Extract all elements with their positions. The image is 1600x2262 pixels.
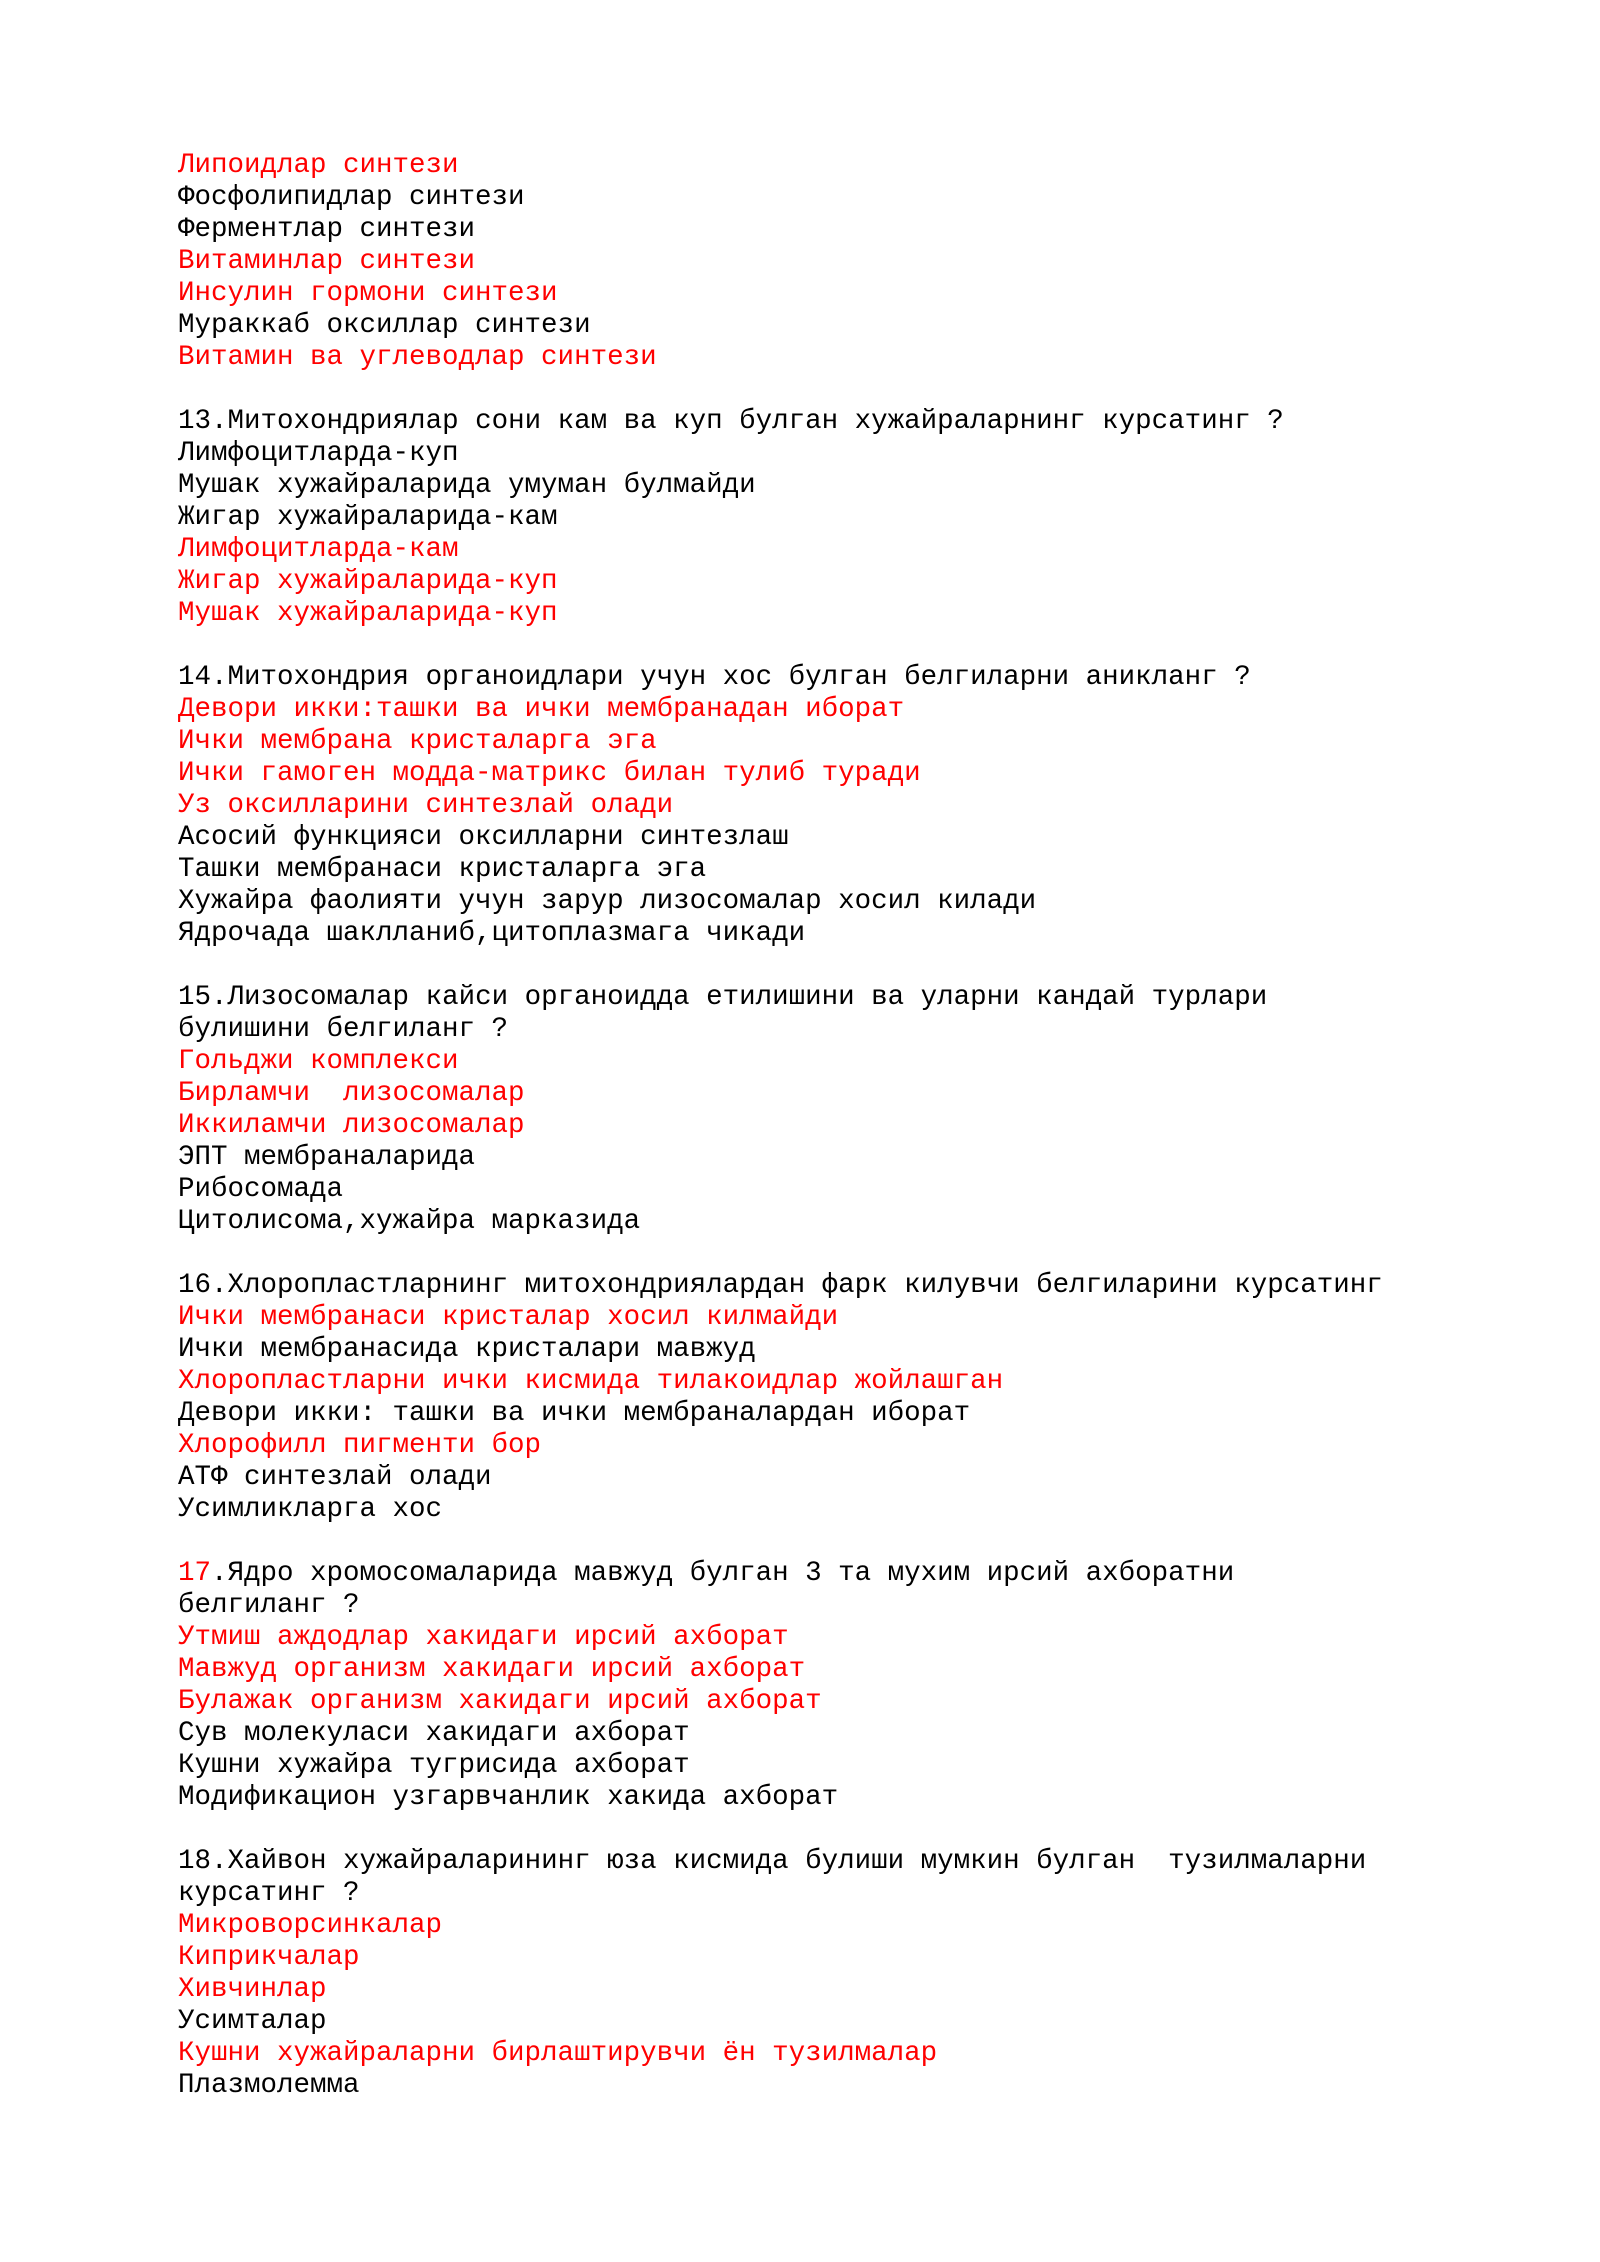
answer-option: Ички мембранасида кристалари мавжуд — [178, 1334, 756, 1365]
answer-option: Инсулин гормони синтези — [178, 278, 558, 309]
question-number-dot: . — [211, 662, 228, 693]
answer-option: Хлоропластларни ички кисмида тилакоидлар жойлашган — [178, 1366, 1004, 1397]
question-text — [178, 1270, 1478, 1302]
question-text-span: Хлоропластларнинг митохондриялардан фарк килувчи белгиларини курсатинг — [227, 1270, 1383, 1301]
answer-option: Плазмолемма — [178, 2070, 360, 2101]
answer-option: Кушни хужайра тугрисида ахборат — [178, 1750, 690, 1781]
answer-option: Иккиламчи лизосомалар — [178, 1110, 525, 1141]
question-number: 17 — [178, 1558, 212, 1589]
document-page — [178, 150, 1478, 2102]
answer-option: ЭПТ мембраналарида — [178, 1142, 476, 1173]
answer-option: Ферментлар синтези — [178, 214, 476, 245]
question-block — [178, 1558, 1478, 1814]
question-number: 16 — [178, 1270, 212, 1301]
answer-option: Девори икки:ташки ва ички мембранадан иборат — [178, 694, 905, 725]
answer-option: Жигар хужайраларида-куп — [178, 566, 558, 597]
question-number: 14 — [178, 662, 212, 693]
answer-option: Модификацион узгарвчанлик хакида ахборат — [178, 1782, 839, 1813]
question-text — [178, 406, 1478, 438]
question-text-span: курсатинг ? — [178, 1878, 360, 1909]
answer-option: Цитолисома,хужайра марказида — [178, 1206, 641, 1237]
answer-option: Жигар хужайраларида-кам — [178, 502, 558, 533]
answer-option: АТФ синтезлай олади — [178, 1462, 492, 1493]
answer-option: Гольджи комплекси — [178, 1046, 459, 1077]
answer-option: Ички гамоген модда-матрикс билан тулиб туради — [178, 758, 921, 789]
question-text-continued — [178, 1878, 1478, 1910]
question-list — [178, 406, 1478, 2102]
answer-option: Уз оксилларини синтезлай олади — [178, 790, 674, 821]
question-text — [178, 1846, 1478, 1878]
answer-option: Хужайра фаолияти учун зарур лизосомалар хосил килади — [178, 886, 1037, 917]
question-text-span: Митохондриялар сони кам ва куп булган хужайраларнинг курсатинг ? — [227, 406, 1284, 437]
question-number-dot: . — [211, 1558, 228, 1589]
question-block — [178, 1846, 1478, 2102]
question-text-span: Ядро хромосомаларида мавжуд булган 3 та мухим ирсий ахборатни — [227, 1558, 1235, 1589]
answer-option: Девори икки: ташки ва ички мембраналардан иборат — [178, 1398, 971, 1429]
question-number-dot: . — [211, 1846, 228, 1877]
answer-option: Рибосомада — [178, 1174, 344, 1205]
question-block — [178, 406, 1478, 630]
question-number-dot: . — [211, 982, 228, 1013]
answer-option: Мушак хужайраларида умуман булмайди — [178, 470, 756, 501]
answer-option: Киприкчалар — [178, 1942, 360, 1973]
question-text-span: белгиланг ? — [178, 1590, 360, 1621]
answer-option: Мураккаб оксиллар синтези — [178, 310, 591, 341]
question-block — [178, 662, 1478, 950]
answer-option: Микроворсинкалар — [178, 1910, 443, 1941]
intro-answer-list — [178, 150, 1478, 374]
question-text-span: Хайвон хужайраларининг юза кисмида булиши мумкин булган тузилмаларни — [227, 1846, 1367, 1877]
answer-option: Липоидлар синтези — [178, 150, 459, 181]
question-number-dot: . — [211, 1270, 228, 1301]
answer-option: Витамин ва углеводлар синтези — [178, 342, 657, 373]
answer-option: Асосий функцияси оксилларни синтезлаш — [178, 822, 789, 853]
question-text-continued — [178, 1014, 1478, 1046]
question-text-span: булишини белгиланг ? — [178, 1014, 509, 1045]
question-number: 13 — [178, 406, 212, 437]
answer-option: Кушни хужайраларни бирлаштирувчи ён тузилмалар — [178, 2038, 938, 2069]
answer-option: Бирламчи лизосомалар — [178, 1078, 525, 1109]
answer-option: Сув молекуласи хакидаги ахборат — [178, 1718, 690, 1749]
question-number: 15 — [178, 982, 212, 1013]
answer-option: Мавжуд организм хакидаги ирсий ахборат — [178, 1654, 806, 1685]
answer-option: Лимфоцитларда-кам — [178, 534, 459, 565]
answer-option: Булажак организм хакидаги ирсий ахборат — [178, 1686, 822, 1717]
question-text — [178, 662, 1478, 694]
answer-option: Хлорофилл пигменти бор — [178, 1430, 542, 1461]
answer-option: Ядрочада шаклланиб,цитоплазмага чикади — [178, 918, 806, 949]
question-text-continued — [178, 1590, 1478, 1622]
question-text-span: Митохондрия органоидлари учун хос булган белгиларни аникланг ? — [227, 662, 1251, 693]
question-text — [178, 1558, 1478, 1590]
answer-option: Лимфоцитларда-куп — [178, 438, 459, 469]
question-block — [178, 1270, 1478, 1526]
answer-option: Хивчинлар — [178, 1974, 327, 2005]
answer-option: Ички мембрана кристаларга эга — [178, 726, 657, 757]
answer-option: Усимликларга хос — [178, 1494, 443, 1525]
answer-option: Утмиш аждодлар хакидаги ирсий ахборат — [178, 1622, 789, 1653]
answer-option: Мушак хужайраларида-куп — [178, 598, 558, 629]
question-text-span: Лизосомалар кайси органоидда етилишини ва уларни кандай турлари — [227, 982, 1268, 1013]
answer-option: Ички мембранаси кристалар хосил килмайди — [178, 1302, 839, 1333]
question-number: 18 — [178, 1846, 212, 1877]
question-text — [178, 982, 1478, 1014]
question-number-dot: . — [211, 406, 228, 437]
question-block — [178, 982, 1478, 1238]
answer-option: Ташки мембранаси кристаларга эга — [178, 854, 707, 885]
answer-option: Усимталар — [178, 2006, 327, 2037]
answer-option: Фосфолипидлар синтези — [178, 182, 525, 213]
answer-option: Витаминлар синтези — [178, 246, 476, 277]
